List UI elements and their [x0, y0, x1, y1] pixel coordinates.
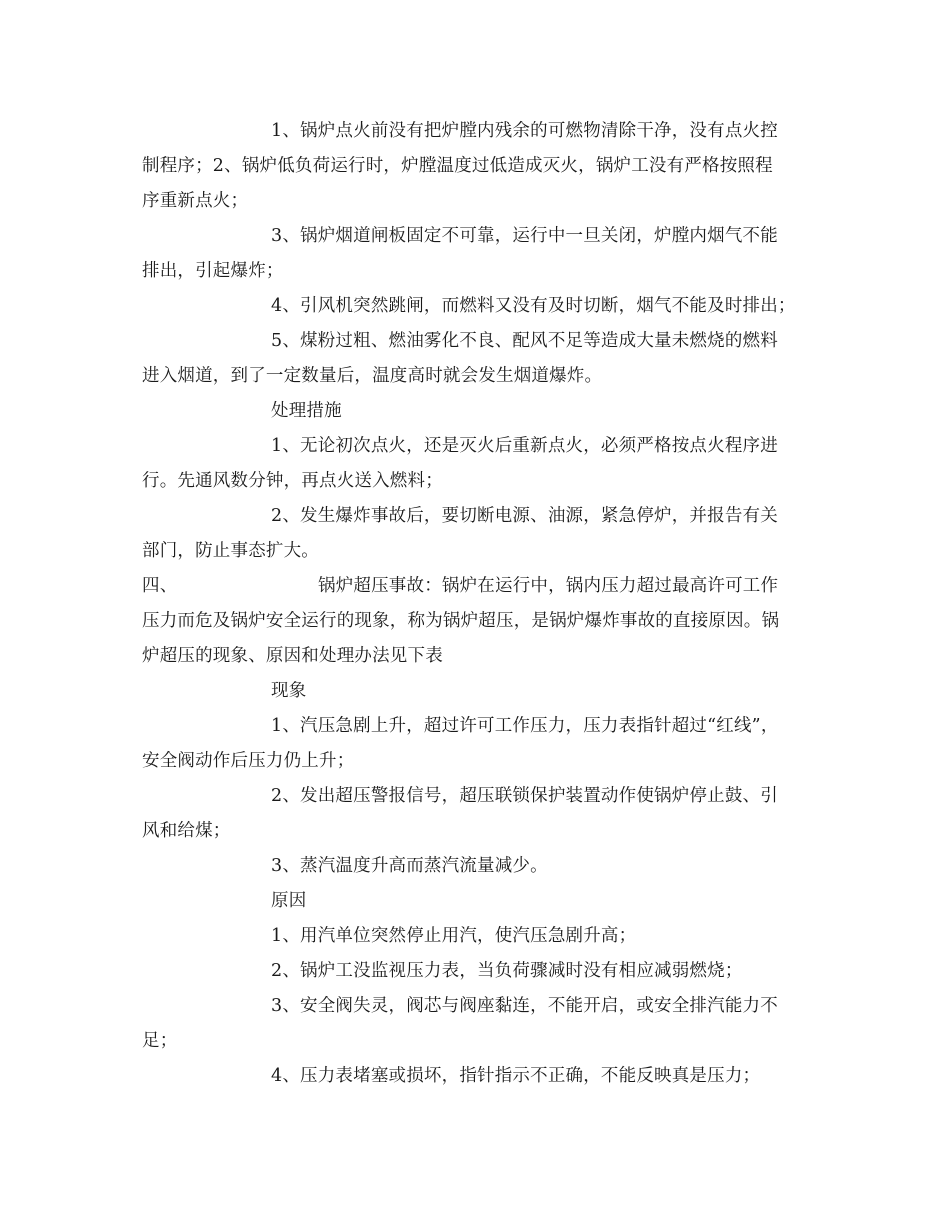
paragraph-line: 进入烟道，到了一定数量后，温度高时就会发生烟道爆炸。 [142, 366, 603, 386]
paragraph-line: 风和给煤； [142, 821, 231, 841]
paragraph-line: 1、无论初次点火，还是灭火后重新点火，必须严格按点火程序进 [271, 436, 778, 456]
paragraph-line: 1、锅炉点火前没有把炉膛内残余的可燃物清除干净，没有点火控 [271, 121, 778, 141]
paragraph-line: 4、压力表堵塞或损坏，指针指示不正确，不能反映真是压力； [271, 1066, 761, 1086]
paragraph-line: 2、发出超压警报信号，超压联锁保护装置动作使锅炉停止鼓、引 [271, 786, 778, 806]
paragraph-line: 4、引风机突然跳闸，而燃料又没有及时切断，烟气不能及时排出； [271, 296, 796, 316]
paragraph-line: 制程序；2、锅炉低负荷运行时，炉膛温度过低造成灭火，锅炉工没有严格按照程 [142, 156, 773, 176]
paragraph-line: 安全阀动作后压力仍上升； [142, 751, 355, 771]
paragraph-line: 3、安全阀失灵，阀芯与阀座黏连，不能开启，或安全排汽能力不 [271, 996, 778, 1016]
paragraph-line: 2、锅炉工没监视压力表，当负荷骤减时没有相应减弱燃烧； [271, 961, 743, 981]
paragraph-line: 行。先通风数分钟，再点火送入燃料； [142, 471, 443, 491]
paragraph-line: 5、煤粉过粗、燃油雾化不良、配风不足等造成大量未燃烧的燃料 [271, 331, 778, 351]
paragraph-line: 1、汽压急剧上升，超过许可工作压力，压力表指针超过“红线”， [271, 716, 779, 736]
paragraph-line: 3、蒸汽温度升高而蒸汽流量减少。 [271, 856, 548, 876]
paragraph-line: 1、用汽单位突然停止用汽，使汽压急剧升高； [271, 926, 637, 946]
subheading: 处理措施 [271, 401, 342, 421]
paragraph-line: 炉超压的现象、原因和处理办法见下表 [142, 646, 443, 666]
paragraph-line: 2、发生爆炸事故后，要切断电源、油源，紧急停炉，并报告有关 [271, 506, 778, 526]
paragraph-line: 排出，引起爆炸； [142, 261, 284, 281]
paragraph-line: 3、锅炉烟道闸板固定不可靠，运行中一旦关闭，炉膛内烟气不能 [271, 226, 778, 246]
subheading: 原因 [271, 891, 307, 911]
paragraph-line: 足； [142, 1031, 178, 1051]
paragraph-line: 压力而危及锅炉安全运行的现象，称为锅炉超压，是锅炉爆炸事故的直接原因。锅 [142, 611, 780, 631]
section-number: 四、 [142, 576, 178, 596]
subheading: 现象 [271, 681, 307, 701]
section-heading-text: 锅炉超压事故：锅炉在运行中，锅内压力超过最高许可工作 [318, 576, 779, 596]
paragraph-line: 部门，防止事态扩大。 [142, 541, 319, 561]
paragraph-line: 序重新点火； [142, 191, 249, 211]
